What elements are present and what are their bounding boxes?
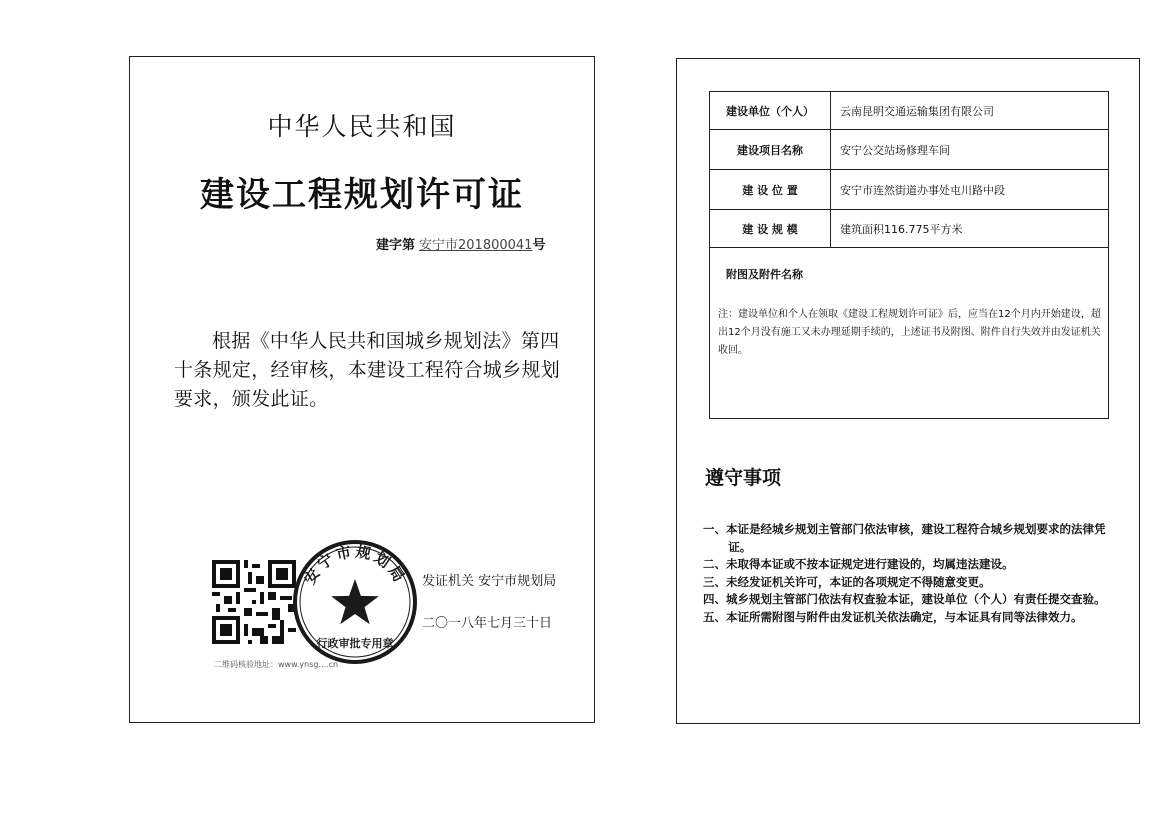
official-seal-icon: [290, 537, 420, 667]
rule-item: 五、本证所需附图与附件由发证机关依法确定，与本证具有同等法律效力。: [703, 609, 1083, 624]
certificate-number: [376, 234, 545, 253]
table-row: [710, 130, 1108, 170]
qr-verification-note: 二维码核验地址：www.ynsg....cn: [214, 660, 339, 669]
validity-note: 注：建设单位和个人在领取《建设工程规划许可证》后，应当在12个月内开始建设，超出12个月没有施工又未办理延期手续的，上述证书及附图、附件自行失效并由发证机关收回。: [718, 309, 1101, 356]
row-label: 建设单位（个人）: [710, 92, 831, 129]
rule-item: 四、城乡规划主管部门依法有权查验本证，建设单位（个人）有责任提交查验。: [703, 592, 1106, 606]
rule-item: 三、未经发证机关许可，本证的各项规定不得随意变更。: [703, 574, 991, 589]
certificate-body: 根据《中华人民共和国城乡规划法》第四十条规定，经审核，本建设工程符合城乡规划要求，颁发此证。: [174, 330, 561, 410]
row-label: 建 设 位 置: [710, 170, 831, 209]
table-row: [710, 170, 1108, 210]
certificate-number-value: 安宁市201800041: [419, 238, 533, 253]
permit-back-page: [676, 58, 1140, 724]
certificate-title: 建设工程规划许可证: [200, 175, 524, 215]
seal-top-text: 安宁市规划局: [300, 542, 410, 588]
certificate-number-suffix: 号: [532, 238, 546, 253]
rule-item: 一、本证是经城乡规划主管部门依法审核，建设工程符合城乡规划要求的法律凭证。: [703, 522, 1106, 554]
seal-bottom-text: 行政审批专用章: [316, 637, 394, 650]
project-info-table: [709, 91, 1109, 419]
star-icon: [331, 579, 379, 624]
certificate-number-prefix: 建字第: [376, 238, 416, 253]
permit-front-page: [129, 56, 595, 723]
row-value: 建筑面积116.775平方米: [840, 222, 963, 236]
rules-list: [703, 521, 1121, 626]
row-value: 安宁公交站场修理车间: [840, 143, 950, 157]
rule-item: 二、未取得本证或不按本证规定进行建设的，均属违法建设。: [703, 557, 1014, 571]
table-row: [710, 92, 1108, 130]
row-value: 云南昆明交通运输集团有限公司: [840, 104, 994, 118]
rules-title: 遵守事项: [705, 467, 782, 489]
row-label: 建设项目名称: [710, 130, 831, 169]
issuing-authority: 发证机关 安宁市规划局: [422, 574, 557, 589]
attachments-label: 附图及附件名称: [726, 268, 803, 281]
row-value: 安宁市连然街道办事处屯川路中段: [840, 183, 1005, 197]
qr-code-icon: [212, 560, 296, 644]
country-name: 中华人民共和国: [267, 112, 457, 141]
table-row: [710, 210, 1108, 248]
row-label: 建 设 规 模: [710, 210, 831, 247]
issue-date: 二〇一八年七月三十日: [422, 616, 553, 631]
